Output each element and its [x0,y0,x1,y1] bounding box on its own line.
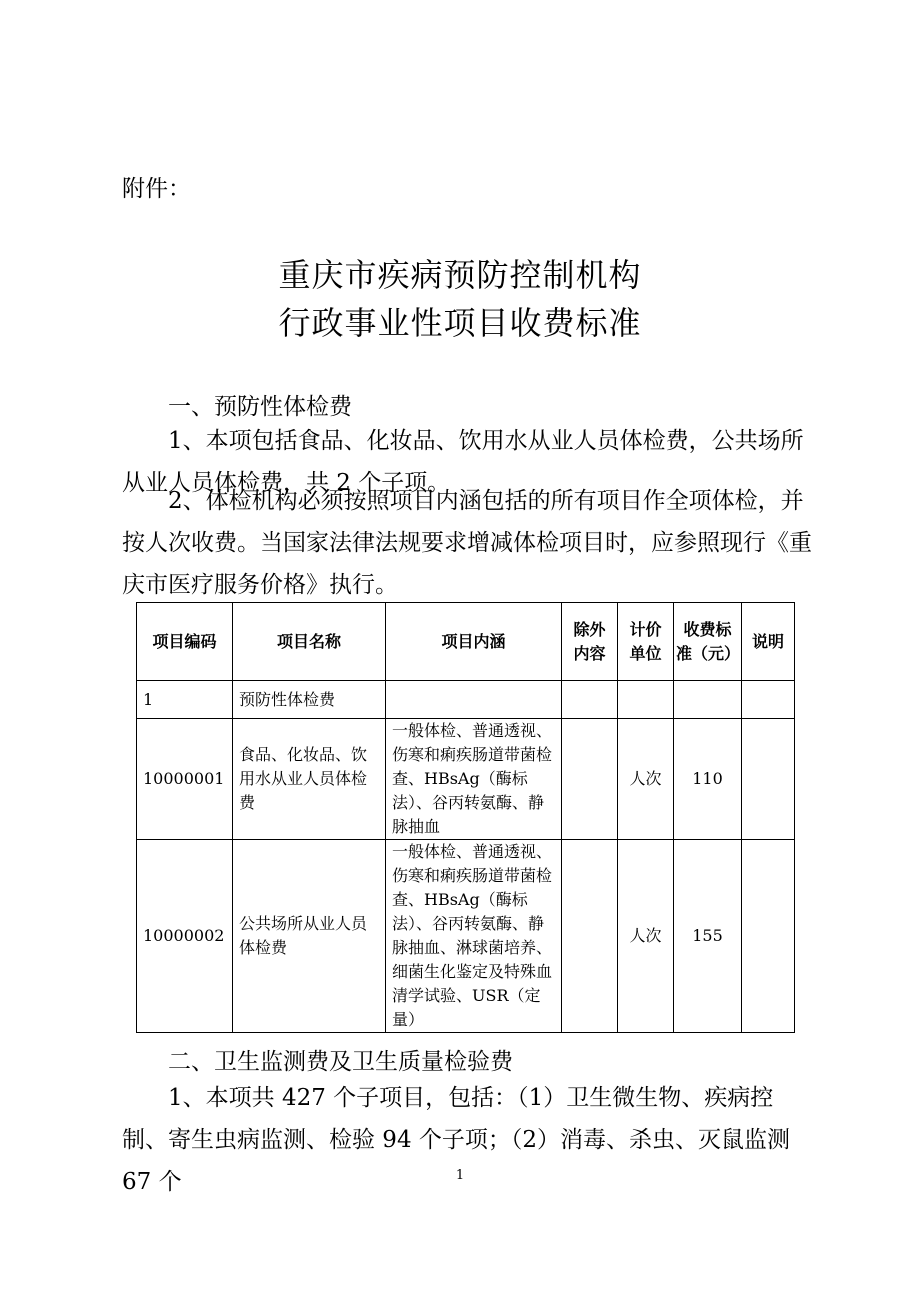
row-unit [618,681,674,719]
table-row [137,719,795,840]
row-unit: 人次 [618,719,674,840]
row-note [742,719,795,840]
row-name: 食品、化妆品、饮用水从业人员体检费 [233,719,386,840]
row-exclusion [562,681,618,719]
table-row [137,681,795,719]
row-content: 一般体检、普通透视、伤寒和痢疾肠道带菌检查、HBsAg（酶标法）、谷丙转氨酶、静脉抽血 [386,719,562,840]
row-content: 一般体检、普通透视、伤寒和痢疾肠道带菌检查、HBsAg（酶标法）、谷丙转氨酶、静脉抽血、淋球菌培养、细菌生化鉴定及特殊血清学试验、USR（定量） [386,840,562,1033]
row-unit: 人次 [618,840,674,1033]
header-content: 项目内涵 [386,603,562,681]
document-title-line2: 行政事业性项目收费标准 [278,304,642,342]
header-exclusion: 除外内容 [562,603,618,681]
row-code: 1 [137,681,233,719]
header-unit: 计价单位 [618,603,674,681]
section2-paragraph-1: 1、本项共 427 个子项目，包括：（1）卫生微生物、疾病控制、寄生虫病监测、检验 94 个子项；（2）消毒、杀虫、灭鼠监测 67 个 [122,1085,791,1195]
row-note [742,840,795,1033]
section1-paragraph-1: 1、本项包括食品、化妆品、饮用水从业人员体检费，公共场所从业人员体检费，共 2 个子项。 [122,428,804,496]
row-content [386,681,562,719]
page-number: 1 [455,1168,465,1183]
header-code: 项目编码 [137,603,233,681]
row-code: 10000001 [137,719,233,840]
section1-heading: 一、预防性体检费 [168,394,352,420]
attachment-label: 附件： [122,176,191,202]
row-fee [674,681,742,719]
header-note: 说明 [742,603,795,681]
header-fee: 收费标准（元） [674,603,742,681]
section2-heading: 二、卫生监测费及卫生质量检验费 [168,1049,513,1075]
row-fee: 155 [674,840,742,1033]
row-name: 预防性体检费 [233,681,386,719]
section1-paragraph-2: 2、体检机构必须按照项目内涵包括的所有项目作全项体检，并按人次收费。当国家法律法规要求增减体检项目时，应参照现行《重庆市医疗服务价格》执行。 [122,488,812,598]
row-fee: 110 [674,719,742,840]
row-exclusion [562,840,618,1033]
row-note [742,681,795,719]
row-code: 10000002 [137,840,233,1033]
document-title-line1: 重庆市疾病预防控制机构 [278,256,642,294]
row-exclusion [562,719,618,840]
header-name: 项目名称 [233,603,386,681]
row-name: 公共场所从业人员体检费 [233,840,386,1033]
fee-table [136,602,795,1033]
table-row [137,840,795,1033]
table-header-row [137,603,795,681]
